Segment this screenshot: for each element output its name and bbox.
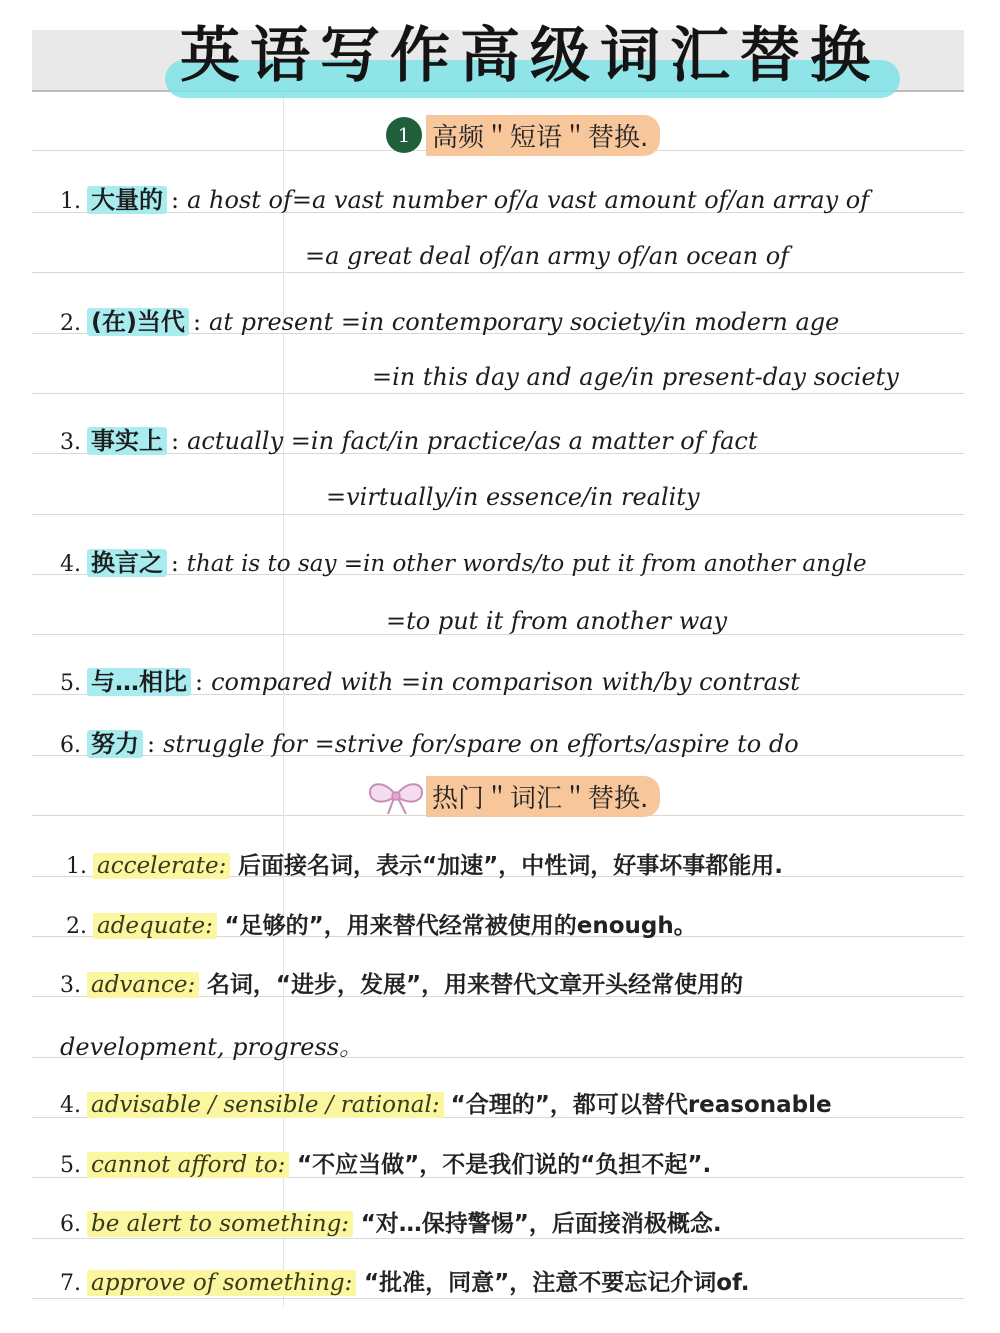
ruled-line: [32, 1298, 964, 1299]
item-number: 4.: [60, 552, 81, 577]
phrase-item-4-cont: =to put it from another way: [386, 607, 728, 635]
item-number: 5.: [60, 671, 81, 696]
ruled-line: [32, 272, 964, 273]
item-number: 3.: [60, 973, 81, 998]
ruled-line: [32, 393, 964, 394]
item-number: 3.: [60, 430, 81, 455]
phrase-item-2: [60, 302, 839, 337]
separator: :: [192, 308, 202, 336]
phrase-key: 换言之: [87, 549, 167, 577]
vocab-item-1: [66, 847, 783, 880]
phrase-item-5: [60, 662, 800, 697]
phrase-alternatives: compared with =in comparison with/by contrast: [211, 668, 800, 696]
item-number: 2.: [66, 914, 87, 939]
phrase-alternatives: that is to say =in other words/to put it from another angle: [186, 551, 867, 577]
phrase-alternatives: at present =in contemporary society/in modern age: [209, 308, 840, 336]
phrase-alternatives: struggle for =strive for/spare on efforts/aspire to do: [163, 730, 799, 758]
phrase-item-6: [60, 724, 799, 759]
page-title: 英语写作高级词汇替换: [180, 21, 880, 91]
item-number: 6.: [60, 1212, 81, 1237]
item-number: 7.: [60, 1271, 81, 1296]
vocab-word: adequate:: [93, 913, 217, 939]
ruled-line: [32, 514, 964, 515]
item-number: 4.: [60, 1093, 81, 1118]
vocab-description: “批准，同意”，注意不要忘记介词of.: [364, 1270, 750, 1296]
ruled-line: [32, 1238, 964, 1239]
phrase-item-2-cont: =in this day and age/in present-day society: [372, 363, 899, 391]
item-number: 5.: [60, 1153, 81, 1178]
separator: :: [171, 186, 180, 214]
phrase-key: 事实上: [87, 427, 167, 455]
phrase-item-4: [60, 543, 867, 578]
vocab-word: advance:: [87, 972, 199, 998]
vocab-description: “不应当做”，不是我们说的“负担不起”.: [296, 1152, 712, 1178]
phrase-item-1-cont: =a great deal of/an army of/an ocean of: [305, 242, 790, 270]
section-1-title: 高频＂短语＂替换.: [426, 115, 660, 156]
vocab-word: be alert to something:: [87, 1211, 353, 1237]
phrase-item-3: [60, 421, 758, 456]
vocab-item-2: [66, 907, 697, 940]
vocab-description: “足够的”，用来替代经常被使用的enough。: [224, 913, 697, 939]
phrase-key: 大量的: [87, 186, 167, 214]
margin-line: [283, 92, 284, 1307]
vocab-description: “合理的”，都可以替代reasonable: [450, 1092, 832, 1118]
phrase-key: (在)当代: [87, 308, 189, 336]
item-number: 1.: [66, 854, 87, 879]
vocab-item-6: [60, 1205, 722, 1238]
separator: :: [195, 668, 204, 696]
phrase-key: 与…相比: [87, 668, 191, 696]
vocab-item-7: [60, 1264, 750, 1297]
vocab-item-5: [60, 1146, 711, 1179]
vocab-item-4: [60, 1086, 832, 1119]
phrase-key: 努力: [87, 730, 143, 758]
vocab-word: accelerate:: [93, 853, 230, 879]
item-number: 1.: [60, 189, 81, 214]
vocab-word: cannot afford to:: [87, 1152, 289, 1178]
separator: :: [171, 551, 179, 577]
phrase-alternatives: a host of=a vast number of/a vast amount of/an array of: [187, 186, 870, 214]
section-2-heading: [366, 776, 660, 816]
number-badge-icon: 1: [386, 117, 422, 153]
bow-icon: [366, 776, 426, 816]
vocab-item-3-cont: development, progress。: [60, 1033, 364, 1061]
section-2-title: 热门＂词汇＂替换.: [426, 776, 660, 817]
vocab-item-3: [60, 966, 743, 999]
vocab-word: advisable / sensible / rational:: [87, 1092, 444, 1118]
phrase-item-1: [60, 180, 869, 215]
phrase-item-3-cont: =virtually/in essence/in reality: [326, 483, 700, 511]
vocab-description: “对…保持警惕”，后面接消极概念.: [360, 1211, 722, 1237]
vocab-word: approve of something:: [87, 1270, 356, 1296]
separator: :: [171, 427, 180, 455]
vocab-description: 名词，“进步，发展”，用来替代文章开头经常使用的: [206, 972, 744, 998]
item-number: 2.: [60, 311, 81, 336]
vocab-description: 后面接名词，表示“加速”，中性词，好事坏事都能用.: [238, 853, 783, 879]
section-1-heading: [386, 115, 660, 155]
separator: :: [147, 730, 156, 758]
item-number: 6.: [60, 733, 81, 758]
phrase-alternatives: actually =in fact/in practice/as a matter of fact: [187, 427, 758, 455]
